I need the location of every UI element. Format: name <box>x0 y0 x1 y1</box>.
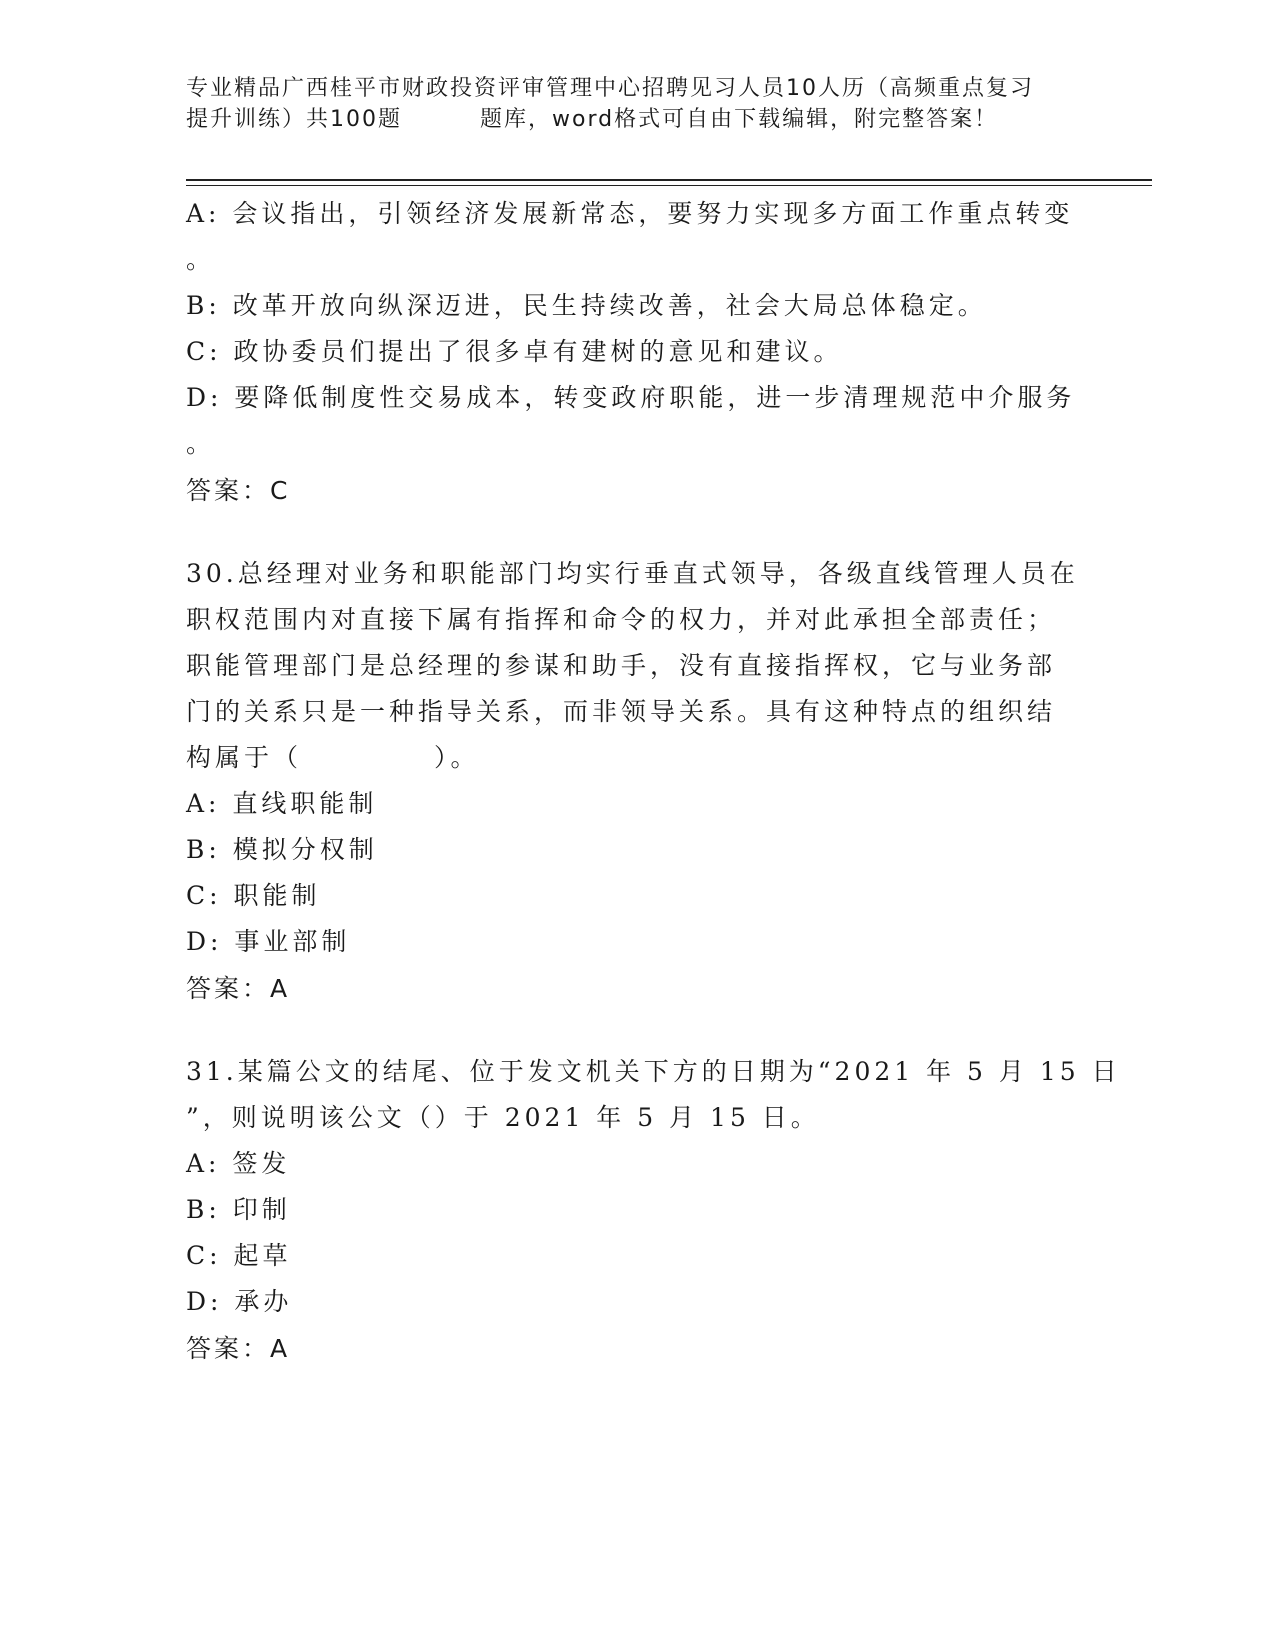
header-rule-thin <box>186 185 1152 186</box>
header-line-1: 专业精品广西桂平市财政投资评审管理中心招聘见习人员10人历（高频重点复习 <box>186 76 1034 101</box>
q30-stem-line-1: 30.总经理对业务和职能部门均实行垂直式领导，各级直线管理人员在 <box>186 559 1079 588</box>
q29-option-b: B: 改革开放向纵深迈进，民生持续改善，社会大局总体稳定。 <box>186 291 987 320</box>
q30-answer: 答案：A <box>186 974 291 1003</box>
q31-option-d: D: 承办 <box>186 1287 293 1316</box>
q31-answer: 答案：A <box>186 1334 291 1363</box>
q30-option-a: A: 直线职能制 <box>186 789 378 818</box>
q30-stem-line-5a: 构属于（ <box>186 743 303 772</box>
q30-stem-line-4: 门的关系只是一种指导关系，而非领导关系。具有这种特点的组织结 <box>186 697 1057 726</box>
q30-stem-line-5 <box>186 735 1086 781</box>
q29-option-c: C: 政协委员们提出了很多卓有建树的意见和建议。 <box>186 337 843 366</box>
q29-option-a-line-1: A: 会议指出，引领经济发展新常态，要努力实现多方面工作重点转变 <box>186 199 1074 228</box>
question-30-block <box>186 551 1086 1013</box>
header-line-2-right: 题库，word格式可自由下载编辑，附完整答案！ <box>480 107 999 132</box>
document-body <box>186 191 1121 1373</box>
q29-option-d-line-1: D: 要降低制度性交易成本，转变政府职能，进一步清理规范中介服务 <box>186 383 1076 412</box>
q30-stem-line-2: 职权范围内对直接下属有指挥和命令的权力，并对此承担全部责任； <box>186 605 1057 634</box>
q30-stem-line-5b: ）。 <box>434 743 480 772</box>
header-line-2-left: 提升训练）共100题 <box>186 107 402 132</box>
document-header <box>186 73 1086 135</box>
q29-option-a-line-2: 。 <box>186 245 216 274</box>
q31-stem-line-1: 31.某篇公文的结尾、位于发文机关下方的日期为“2021 年 5 月 15 日 <box>186 1057 1121 1086</box>
q31-option-a: A: 签发 <box>186 1149 291 1178</box>
q29-option-d-line-2: 。 <box>186 429 216 458</box>
q30-option-b: B: 模拟分权制 <box>186 835 378 864</box>
q31-option-c: C: 起草 <box>186 1241 292 1270</box>
q31-stem-line-2: ”，则说明该公文（）于 2021 年 5 月 15 日。 <box>186 1103 820 1132</box>
question-31-block <box>186 1049 1121 1373</box>
q30-stem-line-3: 职能管理部门是总经理的参谋和助手，没有直接指挥权，它与业务部 <box>186 651 1057 680</box>
q29-answer: 答案：C <box>186 476 291 505</box>
header-rule-thick <box>186 179 1152 181</box>
q31-option-b: B: 印制 <box>186 1195 291 1224</box>
q30-option-d: D: 事业部制 <box>186 927 351 956</box>
q30-option-c: C: 职能制 <box>186 881 321 910</box>
header-line-2 <box>186 104 1086 135</box>
question-29-block <box>186 191 1086 515</box>
